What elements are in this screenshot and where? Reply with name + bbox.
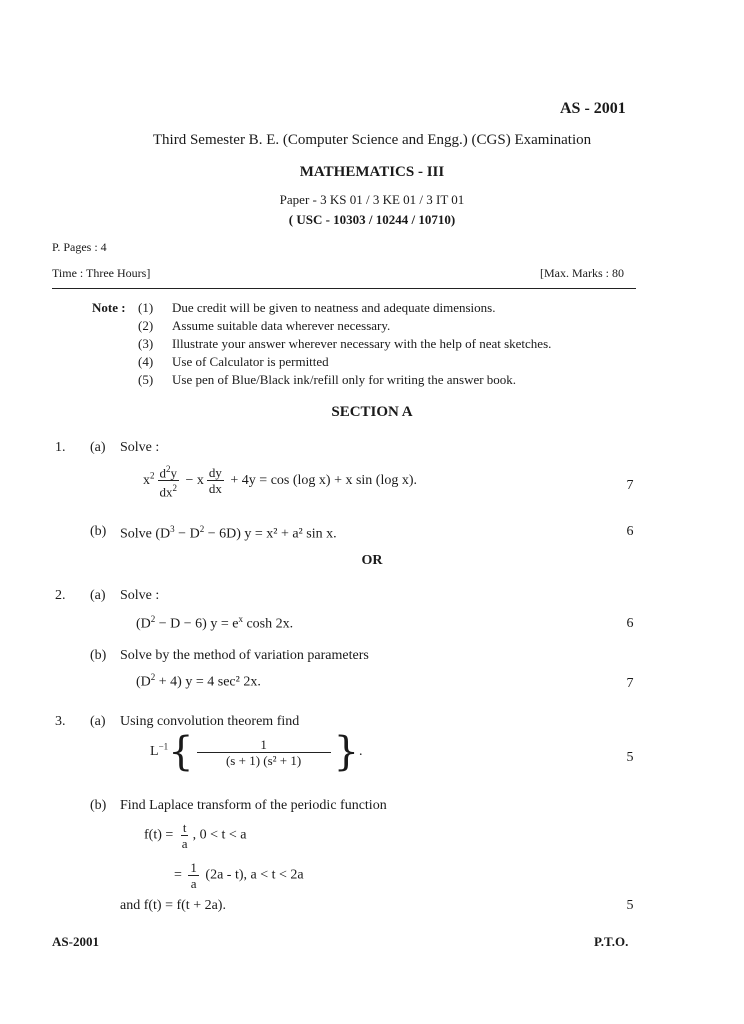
note-item: (1) Due credit will be given to neatness and adequate dimensions. bbox=[138, 300, 496, 315]
note-label: Note : bbox=[92, 300, 126, 315]
question-number: 1. bbox=[55, 440, 66, 455]
footer-pto: P.T.O. bbox=[594, 934, 629, 949]
question-text: Solve : bbox=[120, 588, 160, 603]
usc-codes: ( USC - 10303 / 10244 / 10710) bbox=[288, 212, 456, 227]
paper-code: AS - 2001 bbox=[560, 100, 626, 117]
function-definition: = $\frac{1}{a}$ (2a - t), a < t < 2a bbox=[174, 860, 304, 891]
max-marks: [Max. Marks : 80 bbox=[540, 266, 624, 280]
marks: 7 bbox=[626, 676, 634, 691]
paper-codes: Paper - 3 KS 01 / 3 KE 01 / 3 IT 01 bbox=[279, 192, 465, 207]
part-label: (a) bbox=[90, 440, 106, 455]
part-label: (b) bbox=[90, 524, 107, 539]
or-divider: OR bbox=[361, 553, 383, 568]
question-text: Using convolution theorem find bbox=[120, 714, 300, 729]
header-rule bbox=[52, 288, 636, 289]
marks: 5 bbox=[626, 750, 634, 765]
question-number: 3. bbox=[55, 714, 66, 729]
note-item: (4) Use of Calculator is permitted bbox=[138, 354, 329, 369]
note-item: (5) Use pen of Blue/Black ink/refill only for writing the answer book. bbox=[138, 372, 517, 387]
question-text: Solve : bbox=[120, 440, 160, 455]
part-label: (a) bbox=[90, 714, 106, 729]
periodicity-condition: and f(t) = f(t + 2a). bbox=[120, 898, 226, 913]
marks: 7 bbox=[626, 478, 634, 493]
inverse-laplace-expression: $L^{-1}${ $\frac{1}{\text{(s + 1) (s² + 1)}}$ }. bbox=[150, 729, 363, 775]
exam-title: Third Semester B. E. (Computer Science and Engg.) (CGS) Examination bbox=[152, 132, 592, 148]
footer-code: AS-2001 bbox=[52, 934, 99, 949]
part-label: (a) bbox=[90, 588, 106, 603]
equation: $(D^2 + 4) y = 4$ sec² 2x. bbox=[136, 672, 261, 690]
marks: 6 bbox=[626, 616, 634, 631]
function-definition: f(t) = $\frac{t}{a}$ , 0 < t < a bbox=[144, 820, 247, 851]
subject-title: MATHEMATICS - III bbox=[299, 164, 445, 180]
question-number: 2. bbox=[55, 588, 66, 603]
marks: 5 bbox=[626, 898, 634, 913]
note-item: (2) Assume suitable data wherever necessary. bbox=[138, 318, 391, 333]
equation: $x^2$ $\frac{d^2y}{dx^2}$ − x $\frac{dy}{dx}$ + 4y = cos (log x) + x sin (log x). bbox=[143, 464, 418, 500]
marks: 6 bbox=[626, 524, 634, 539]
part-label: (b) bbox=[90, 798, 107, 813]
section-heading: SECTION A bbox=[331, 404, 413, 420]
question-text: Solve by the method of variation parameters bbox=[120, 648, 369, 663]
part-label: (b) bbox=[90, 648, 107, 663]
equation: $(D^2 - D - 6) y = e^x$ cosh 2x. bbox=[136, 614, 294, 632]
note-item: (3) Illustrate your answer wherever necessary with the help of neat sketches. bbox=[138, 336, 552, 351]
page-count: P. Pages : 4 bbox=[52, 240, 107, 254]
question-text: Find Laplace transform of the periodic function bbox=[120, 798, 387, 813]
time-allowed: Time : Three Hours] bbox=[52, 266, 151, 280]
question-text: Solve $(D^3 - D^2 - 6D) y = x^2 + a^2$ sin x. bbox=[120, 524, 337, 542]
